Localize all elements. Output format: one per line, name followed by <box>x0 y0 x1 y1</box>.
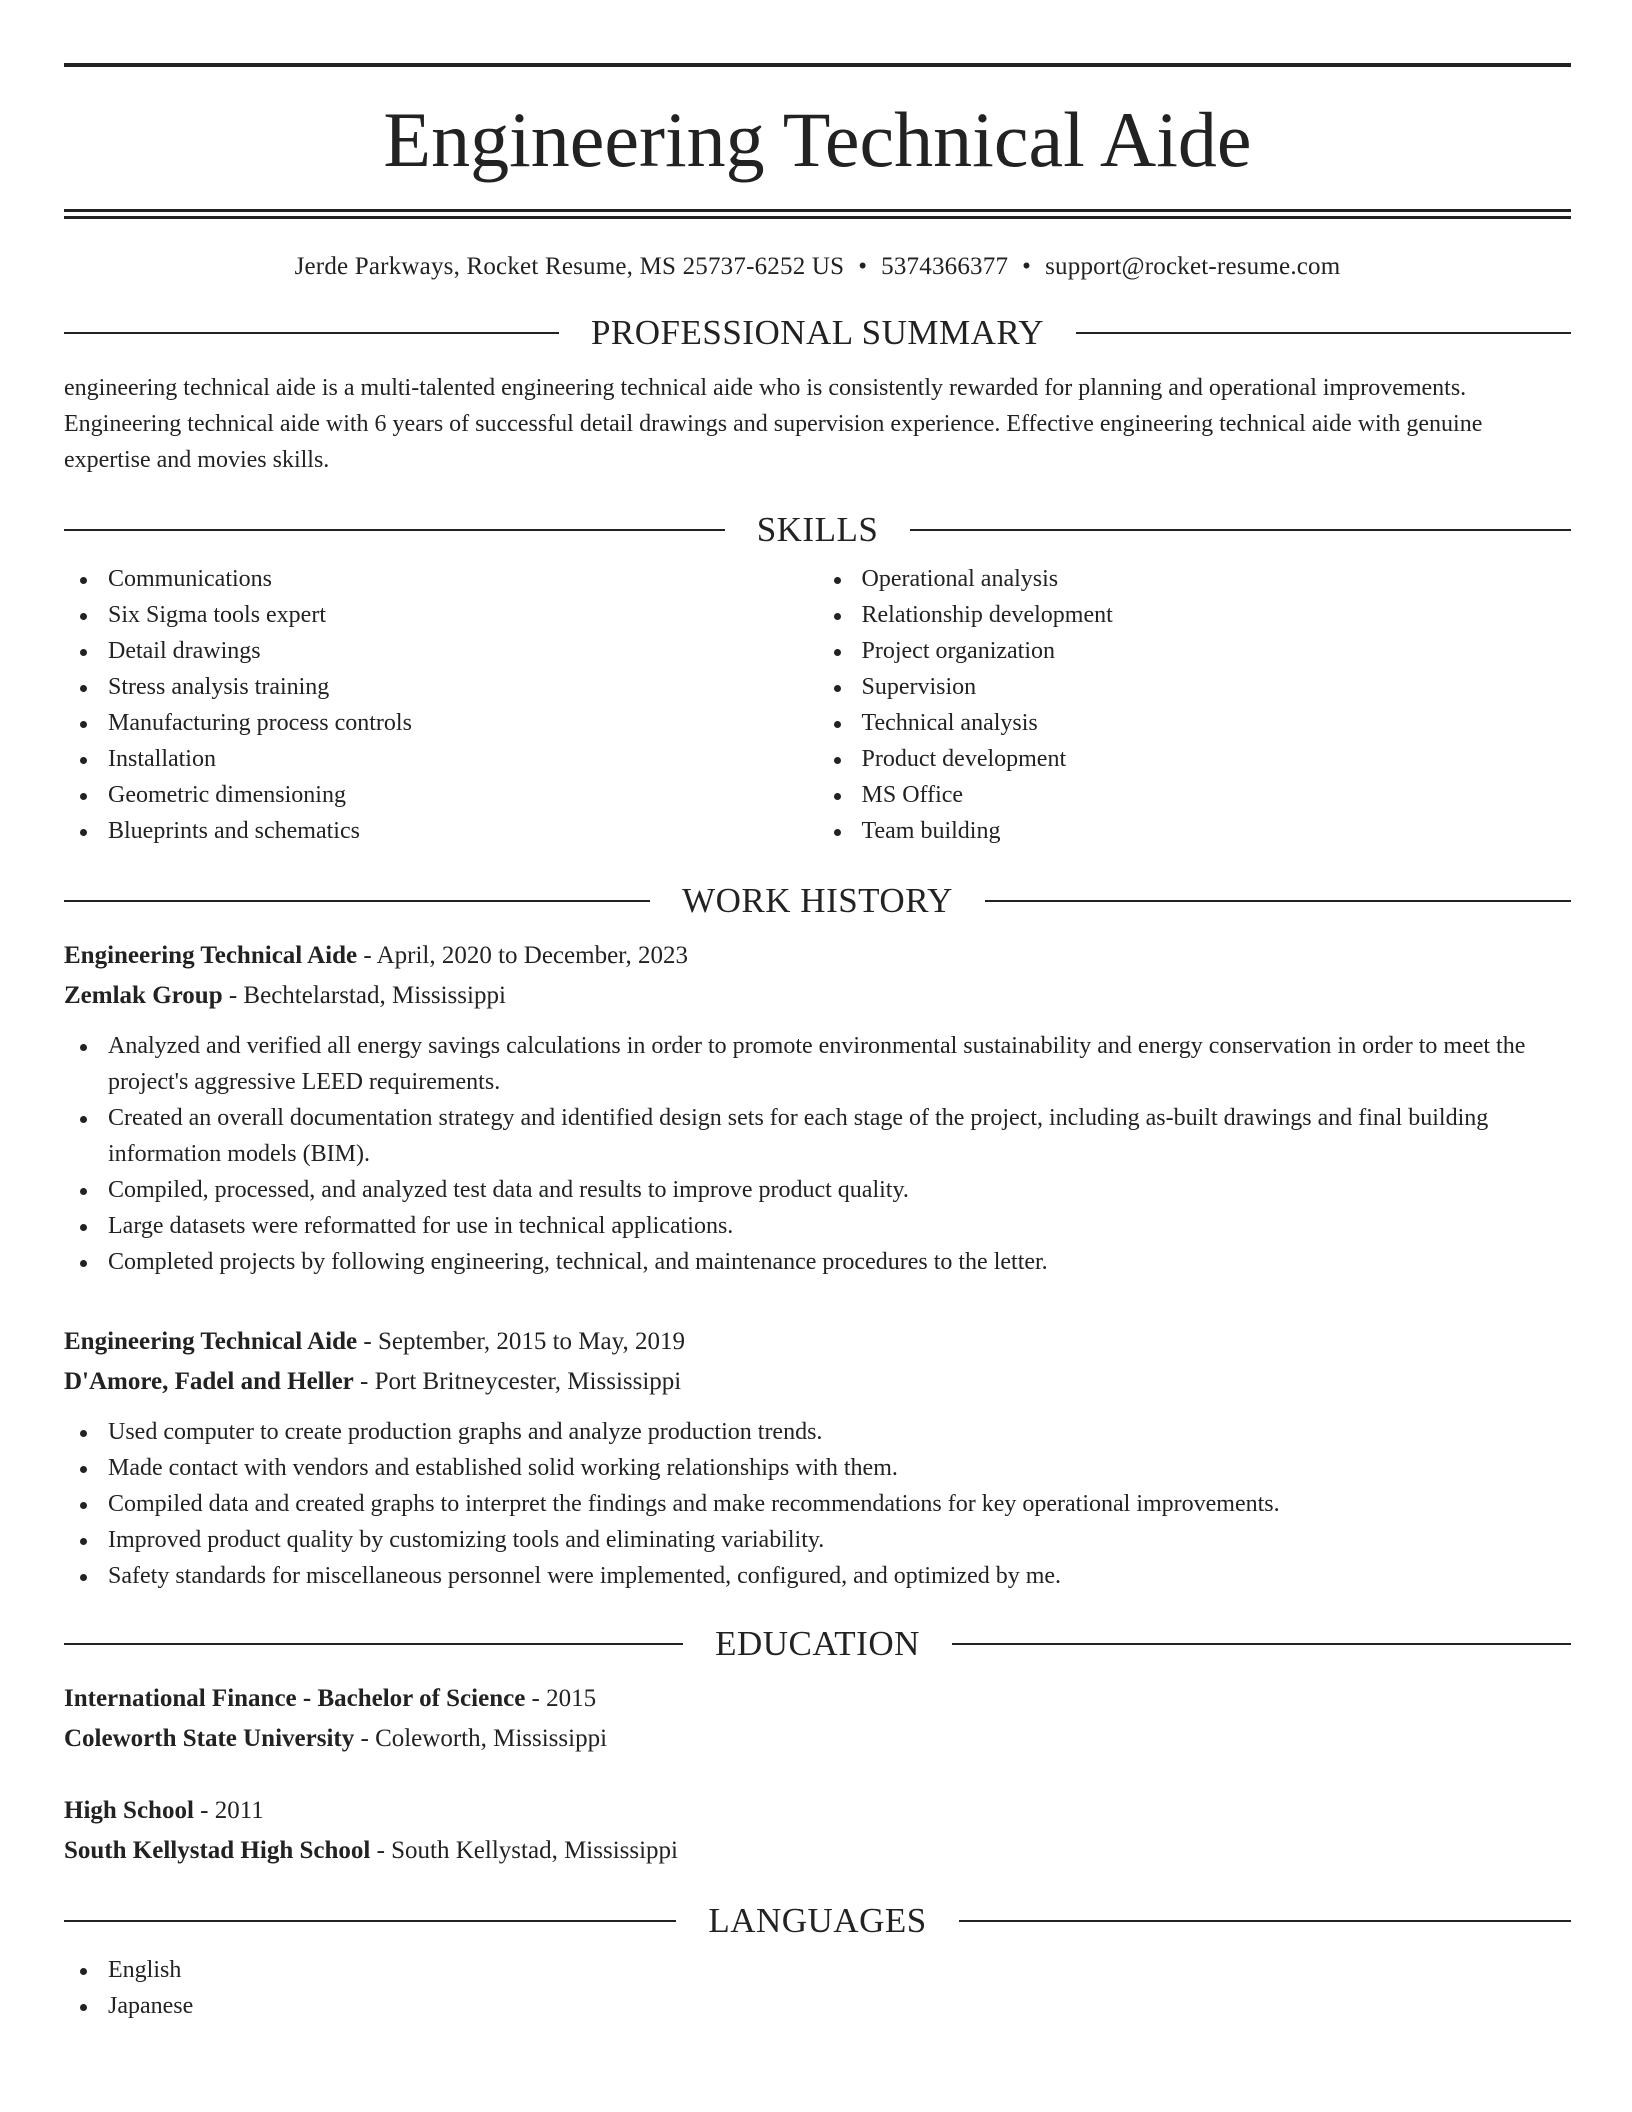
duty-item: Used computer to create production graphs and analyze production trends. <box>64 1414 1571 1450</box>
education-location: South Kellystad, Mississippi <box>391 1837 678 1864</box>
job-location: Bechtelarstad, Mississippi <box>243 982 506 1009</box>
job-duties <box>64 1028 1571 1280</box>
skill-item: Project organization <box>818 633 1572 669</box>
education-degree: International Finance - Bachelor of Science <box>64 1685 526 1712</box>
summary-text: engineering technical aide is a multi-talented engineering technical aide who is consistently rewarded for planning and operational improvements. Engineering technical aide with 6 years of successful detail drawings and supervision experience. Effective engineering technical aide with genuine expertise and movies skills. <box>64 375 1483 473</box>
education-school: South Kellystad High School <box>64 1837 371 1864</box>
heading-rule <box>1076 332 1571 334</box>
heading-rule <box>64 1920 676 1922</box>
section-heading-summary <box>64 315 1571 350</box>
skill-item: Six Sigma tools expert <box>64 597 818 633</box>
heading-rule <box>64 529 725 531</box>
duty-item: Compiled, processed, and analyzed test data and results to improve product quality. <box>64 1172 1571 1208</box>
section-heading-skills <box>64 512 1571 547</box>
job-location: Port Britneycester, Mississippi <box>374 1368 682 1395</box>
duty-item: Completed projects by following engineering, technical, and maintenance procedures to the letter. <box>64 1244 1571 1280</box>
job-duties <box>64 1414 1571 1594</box>
section-title: SKILLS <box>756 510 879 549</box>
duty-item: Made contact with vendors and established solid working relationships with them. <box>64 1450 1571 1486</box>
skill-item: Detail drawings <box>64 633 818 669</box>
duty-item: Safety standards for miscellaneous personnel were implemented, configured, and optimized by me. <box>64 1558 1571 1594</box>
skills-list-right <box>818 561 1572 849</box>
job-company-line: Zemlak Group - Bechtelarstad, Mississippi <box>64 982 506 1009</box>
heading-rule <box>910 529 1571 531</box>
education-degree: High School <box>64 1797 194 1824</box>
job-entry <box>64 936 1571 1280</box>
job-entry <box>64 1322 1571 1594</box>
heading-rule <box>985 900 1571 902</box>
skill-item: Geometric dimensioning <box>64 777 818 813</box>
duty-item: Improved product quality by customizing tools and eliminating variability. <box>64 1522 1571 1558</box>
contact-line <box>64 253 1571 281</box>
skill-item: Relationship development <box>818 597 1572 633</box>
heading-rule <box>64 332 559 334</box>
education-entry <box>64 1791 1571 1871</box>
duty-item: Created an overall documentation strategy and identified design sets for each stage of the project, including as-built drawings and final building information models (BIM). <box>64 1100 1571 1172</box>
education-school-line: Coleworth State University - Coleworth, Mississippi <box>64 1725 608 1752</box>
skill-item: Team building <box>818 813 1572 849</box>
education-school: Coleworth State University <box>64 1725 355 1752</box>
job-title-line: Engineering Technical Aide - April, 2020 to December, 2023 <box>64 942 688 969</box>
skill-item: Installation <box>64 741 818 777</box>
skill-item: MS Office <box>818 777 1572 813</box>
name-double-rule <box>64 209 1571 219</box>
language-item: Japanese <box>64 1988 1571 2024</box>
duty-item: Analyzed and verified all energy savings calculations in order to promote environmental sustainability and energy conservation in order to meet the project's aggressive LEED requirements. <box>64 1028 1571 1100</box>
language-item: English <box>64 1952 1571 1988</box>
skill-item: Supervision <box>818 669 1572 705</box>
top-rule <box>64 63 1571 67</box>
job-company: Zemlak Group <box>64 982 223 1009</box>
section-title: PROFESSIONAL SUMMARY <box>590 313 1045 352</box>
skill-item: Operational analysis <box>818 561 1572 597</box>
education-location: Coleworth, Mississippi <box>375 1725 608 1752</box>
skill-item: Technical analysis <box>818 705 1572 741</box>
duty-item: Large datasets were reformatted for use in technical applications. <box>64 1208 1571 1244</box>
heading-rule <box>952 1643 1571 1645</box>
contact-separator: • <box>858 253 868 280</box>
education-degree-line: International Finance - Bachelor of Science - 2015 <box>64 1685 597 1712</box>
education-entry <box>64 1679 1571 1759</box>
job-dates: September, 2015 to May, 2019 <box>377 1328 685 1355</box>
section-heading-languages <box>64 1903 1571 1938</box>
education-year: 2015 <box>546 1685 597 1712</box>
job-company-line: D'Amore, Fadel and Heller - Port Britneycester, Mississippi <box>64 1368 682 1395</box>
contact-phone: 5374366377 <box>881 253 1009 280</box>
resume-content <box>64 63 1571 2024</box>
job-role: Engineering Technical Aide <box>64 942 358 969</box>
skill-item: Product development <box>818 741 1572 777</box>
skill-item: Manufacturing process controls <box>64 705 818 741</box>
section-heading-work <box>64 883 1571 918</box>
contact-email: support@rocket-resume.com <box>1045 253 1341 280</box>
section-title: LANGUAGES <box>708 1901 927 1940</box>
skill-item: Blueprints and schematics <box>64 813 818 849</box>
skills-list-left <box>64 561 818 849</box>
skills-grid <box>64 561 1571 849</box>
heading-rule <box>959 1920 1571 1922</box>
skill-item: Communications <box>64 561 818 597</box>
job-title-line: Engineering Technical Aide - September, 2015 to May, 2019 <box>64 1328 685 1355</box>
contact-address: Jerde Parkways, Rocket Resume, MS 25737-6252 US <box>294 253 845 280</box>
section-title: WORK HISTORY <box>682 881 953 920</box>
heading-rule <box>64 1643 683 1645</box>
heading-rule <box>64 900 650 902</box>
duty-item: Compiled data and created graphs to interpret the findings and make recommendations for key operational improvements. <box>64 1486 1571 1522</box>
education-school-line: South Kellystad High School - South Kellystad, Mississippi <box>64 1837 678 1864</box>
contact-separator: • <box>1022 253 1032 280</box>
job-dates: April, 2020 to December, 2023 <box>376 942 688 969</box>
job-company: D'Amore, Fadel and Heller <box>64 1368 354 1395</box>
education-year: 2011 <box>214 1797 264 1824</box>
languages-list <box>64 1952 1571 2024</box>
section-heading-education <box>64 1626 1571 1661</box>
section-title: EDUCATION <box>715 1624 920 1663</box>
job-role: Engineering Technical Aide <box>64 1328 358 1355</box>
education-degree-line: High School - 2011 <box>64 1797 264 1824</box>
skill-item: Stress analysis training <box>64 669 818 705</box>
candidate-name: Engineering Technical Aide <box>383 96 1252 183</box>
